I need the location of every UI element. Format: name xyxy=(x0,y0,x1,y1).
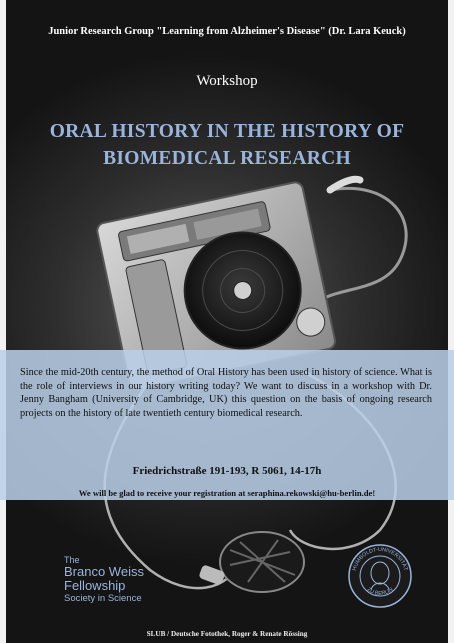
logo-name-line-1: Branco Weiss xyxy=(64,564,144,580)
seal-text-top: HUMBOLDT-UNIVERSITÄT xyxy=(351,546,409,572)
poster-title xyxy=(20,118,434,172)
logo-the: The xyxy=(64,555,80,565)
seal-text-bottom: ZU BERLIN xyxy=(365,586,395,597)
logo-name-line-2: Fellowship xyxy=(64,578,126,594)
info-band xyxy=(0,350,454,500)
logo-subtitle: Society in Science xyxy=(64,592,142,604)
event-type: Workshop xyxy=(196,73,258,89)
description: Since the mid-20th century, the method of Oral History has been used in history of science. What is the role of interviews in our history writing today? We want to discuss in a workshop with Dr. Jenny Bangham (University of Cambridge, UK) this question on the basis of ongoing research projects on the history of late twentieth century biomedical research. xyxy=(20,367,432,419)
title-line-1: ORAL HISTORY IN THE HISTORY OF xyxy=(49,121,405,142)
research-group-line: Junior Research Group "Learning from Alzheimer's Disease" (Dr. Lara Keuck) xyxy=(48,26,406,37)
branco-weiss-logo xyxy=(64,556,144,604)
registration-note: We will be glad to receive your registration at seraphina.rekowski@hu-berlin.de! xyxy=(78,488,376,498)
humboldt-university-seal xyxy=(347,543,413,609)
venue: Friedrichstraße 191-193, R 5061, 14-17h xyxy=(132,465,322,477)
title-line-2: BIOMEDICAL RESEARCH xyxy=(103,148,351,169)
photo-credit: SLUB / Deutsche Fotothek, Roger & Renate Rössing xyxy=(146,630,308,638)
